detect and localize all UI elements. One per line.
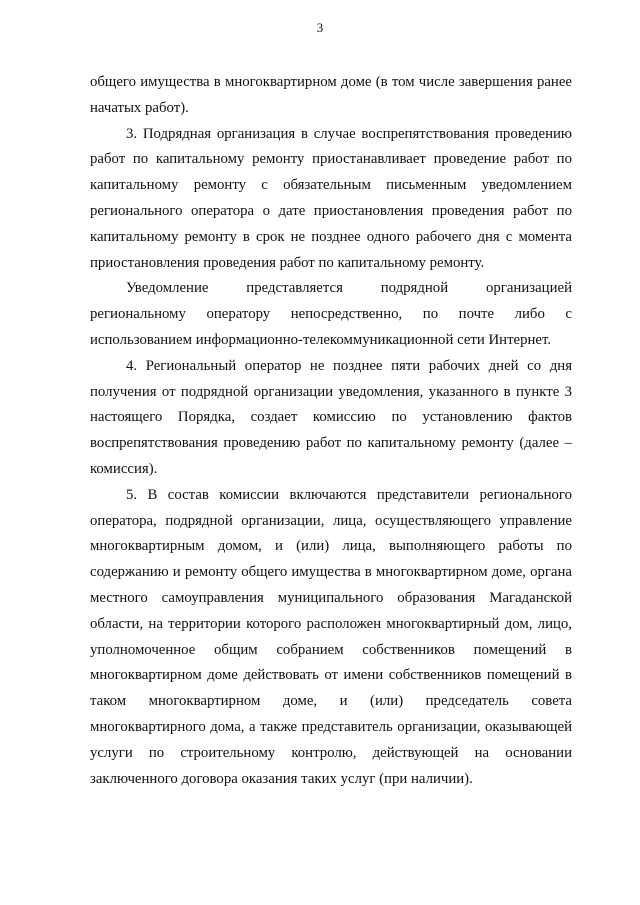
text-line: настоящего Порядка, создает комиссию по установлению фактов [90,409,572,426]
text-line: многоквартирного дома, а также представитель организации, оказывающей [90,718,572,735]
text-line: получения от подрядной организации уведомления, указанного в пункте 3 [90,383,572,400]
text-line: заключенного договора оказания таких услуг (при наличии). [90,770,473,787]
text-line: многоквартирном доме действовать от имени собственников помещений в [90,667,572,684]
text-line: 4. Региональный оператор не позднее пяти рабочих дней со дня [126,357,572,374]
text-line: капитальному ремонту в срок не позднее одного рабочего дня с момента [90,228,572,245]
text-line: капитальному ремонту с обязательным письменным уведомлением [90,177,572,194]
text-line: оператора, подрядной организации, лица, осуществляющего управление [90,512,572,529]
text-line: воспрепятствования проведению работ по капитальному ремонту (далее – [90,435,572,452]
text-line: приостановления проведения работ по капитальному ремонту. [90,254,485,271]
text-line: области, на территории которого расположен многоквартирный дом, лицо, [90,615,572,632]
page-number: 3 [316,20,324,35]
text-line: региональному оператору непосредственно, по почте либо с [90,306,572,323]
text-line: таком многоквартирном доме, и (или) председатель совета [90,693,572,710]
text-line: использованием информационно-телекоммуникационной сети Интернет. [90,331,552,348]
text-line: многоквартирным домом, и (или) лица, выполняющего работы по [90,538,572,555]
document-body [90,70,572,792]
text-line: 3. Подрядная организация в случае воспрепятствования проведению [126,125,572,142]
text-line: уполномоченное общим собранием собственников помещений в [90,641,572,658]
text-line: содержанию и ремонту общего имущества в многоквартирном доме, органа [90,564,572,581]
text-line: 5. В состав комиссии включаются представители регионального [126,486,572,503]
text-line: услуги по строительному контролю, действующей на основании [90,744,572,761]
text-line: начатых работ). [90,99,189,116]
text-line: Уведомление представляется подрядной организацией [126,280,572,297]
text-line: комиссия). [90,460,158,477]
text-line: работ по капитальному ремонту приостанавливает проведение работ по [90,151,572,168]
text-line: общего имущества в многоквартирном доме (в том числе завершения ранее [90,74,572,90]
text-line: местного самоуправления муниципального образования Магаданской [90,589,572,606]
text-line: регионального оператора о дате приостановления проведения работ по [90,202,572,219]
